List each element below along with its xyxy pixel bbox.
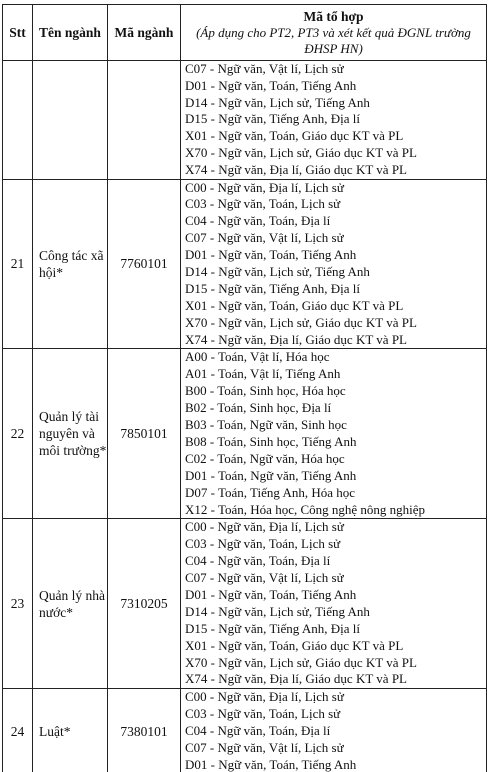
combo-item: X01 - Ngữ văn, Toán, Giáo dục KT và PL — [185, 297, 404, 313]
combo-item: D01 - Ngữ văn, Toán, Tiếng Anh — [185, 756, 357, 772]
combo-list-cell — [181, 179, 487, 349]
table-row — [3, 61, 487, 180]
combo-item: C00 - Ngữ văn, Địa lí, Lịch sử — [185, 179, 344, 195]
combo-item: D01 - Ngữ văn, Toán, Tiếng Anh — [185, 247, 357, 263]
combo-item: A00 - Toán, Vật lí, Hóa học — [185, 349, 330, 365]
combo-item: C02 - Toán, Ngữ văn, Hóa học — [185, 450, 345, 466]
combo-item: C07 - Ngữ văn, Vật lí, Lịch sử — [185, 570, 344, 586]
combo-list-cell — [181, 349, 487, 519]
combo-item: X12 - Toán, Hóa học, Công nghệ nông nghiệp — [185, 501, 426, 517]
combo-list-cell — [181, 689, 487, 772]
combo-item: C07 - Ngữ văn, Vật lí, Lịch sử — [185, 61, 344, 76]
combo-item: D14 - Ngữ văn, Lịch sử, Tiếng Anh — [185, 94, 370, 110]
major-code-cell: 7310205 — [108, 519, 181, 689]
table-row — [3, 349, 487, 519]
combo-item: X70 - Ngữ văn, Lịch sử, Giáo dục KT và PL — [185, 654, 417, 670]
combo-item: B08 - Toán, Sinh học, Tiếng Anh — [185, 433, 357, 449]
header-stt: Stt — [3, 5, 33, 61]
admission-table — [2, 4, 487, 772]
header-ma-to-hop-title: Mã tổ hợp — [303, 9, 364, 24]
combo-item: C07 - Ngữ văn, Vật lí, Lịch sử — [185, 230, 344, 246]
combo-item: B00 - Toán, Sinh học, Hóa học — [185, 383, 346, 399]
table-row — [3, 179, 487, 349]
major-code-cell: 7850101 — [108, 349, 181, 519]
combo-item: X01 - Ngữ văn, Toán, Giáo dục KT và PL — [185, 128, 404, 144]
combo-item: C04 - Ngữ văn, Toán, Địa lí — [185, 213, 331, 229]
header-ma-to-hop-note: (Áp dụng cho PT2, PT3 và xét kết quả ĐGNL trường ĐHSP HN) — [196, 25, 471, 56]
combo-item: C03 - Ngữ văn, Toán, Lịch sử — [185, 536, 341, 552]
combo-item: D15 - Ngữ văn, Tiếng Anh, Địa lí — [185, 620, 360, 636]
major-name-cell — [33, 61, 108, 180]
header-ma-to-hop — [181, 5, 487, 61]
stt-cell: 21 — [3, 179, 33, 349]
combo-item: X70 - Ngữ văn, Lịch sử, Giáo dục KT và PL — [185, 144, 417, 160]
combo-item: C03 - Ngữ văn, Toán, Lịch sử — [185, 196, 341, 212]
combo-item: D14 - Ngữ văn, Lịch sử, Tiếng Anh — [185, 264, 370, 280]
table-row — [3, 519, 487, 689]
combo-item: D07 - Toán, Tiếng Anh, Hóa học — [185, 484, 356, 500]
combo-item: C00 - Ngữ văn, Địa lí, Lịch sử — [185, 689, 344, 705]
combo-item: X74 - Ngữ văn, Địa lí, Giáo dục KT và PL — [185, 161, 407, 177]
table-header-row — [3, 5, 487, 61]
combo-list-cell — [181, 519, 487, 689]
combo-item: D15 - Ngữ văn, Tiếng Anh, Địa lí — [185, 280, 360, 296]
combo-list-cell — [181, 61, 487, 180]
combo-item: A01 - Toán, Vật lí, Tiếng Anh — [185, 366, 341, 382]
table-body — [3, 61, 487, 772]
combo-item: C00 - Ngữ văn, Địa lí, Lịch sử — [185, 519, 344, 535]
combo-item: D01 - Ngữ văn, Toán, Tiếng Anh — [185, 77, 357, 93]
table-row — [3, 689, 487, 772]
combo-item: D01 - Toán, Ngữ văn, Tiếng Anh — [185, 467, 357, 483]
combo-item: X70 - Ngữ văn, Lịch sử, Giáo dục KT và PL — [185, 314, 417, 330]
combo-item: C07 - Ngữ văn, Vật lí, Lịch sử — [185, 739, 344, 755]
stt-cell: 23 — [3, 519, 33, 689]
major-code-cell — [108, 61, 181, 180]
stt-cell — [3, 61, 33, 180]
combo-item: X01 - Ngữ văn, Toán, Giáo dục KT và PL — [185, 637, 404, 653]
major-code-cell: 7760101 — [108, 179, 181, 349]
major-name-cell: Quản lý nhà nước* — [33, 519, 108, 689]
stt-cell: 22 — [3, 349, 33, 519]
combo-item: X74 - Ngữ văn, Địa lí, Giáo dục KT và PL — [185, 331, 407, 347]
combo-item: C03 - Ngữ văn, Toán, Lịch sử — [185, 706, 341, 722]
header-ma-nganh: Mã ngành — [108, 5, 181, 61]
combo-item: B02 - Toán, Sinh học, Địa lí — [185, 400, 332, 416]
combo-item: X74 - Ngữ văn, Địa lí, Giáo dục KT và PL — [185, 671, 407, 687]
major-name-cell: Luật* — [33, 689, 108, 772]
combo-item: B03 - Toán, Ngữ văn, Sinh học — [185, 417, 347, 433]
combo-item: C04 - Ngữ văn, Toán, Địa lí — [185, 553, 331, 569]
major-name-cell: Quản lý tài nguyên và môi trường* — [33, 349, 108, 519]
combo-item: C04 - Ngữ văn, Toán, Địa lí — [185, 723, 331, 739]
stt-cell: 24 — [3, 689, 33, 772]
combo-item: D14 - Ngữ văn, Lịch sử, Tiếng Anh — [185, 603, 370, 619]
major-name-cell: Công tác xã hội* — [33, 179, 108, 349]
combo-item: D01 - Ngữ văn, Toán, Tiếng Anh — [185, 586, 357, 602]
header-ten-nganh: Tên ngành — [33, 5, 108, 61]
major-code-cell: 7380101 — [108, 689, 181, 772]
combo-item: D15 - Ngữ văn, Tiếng Anh, Địa lí — [185, 111, 360, 127]
